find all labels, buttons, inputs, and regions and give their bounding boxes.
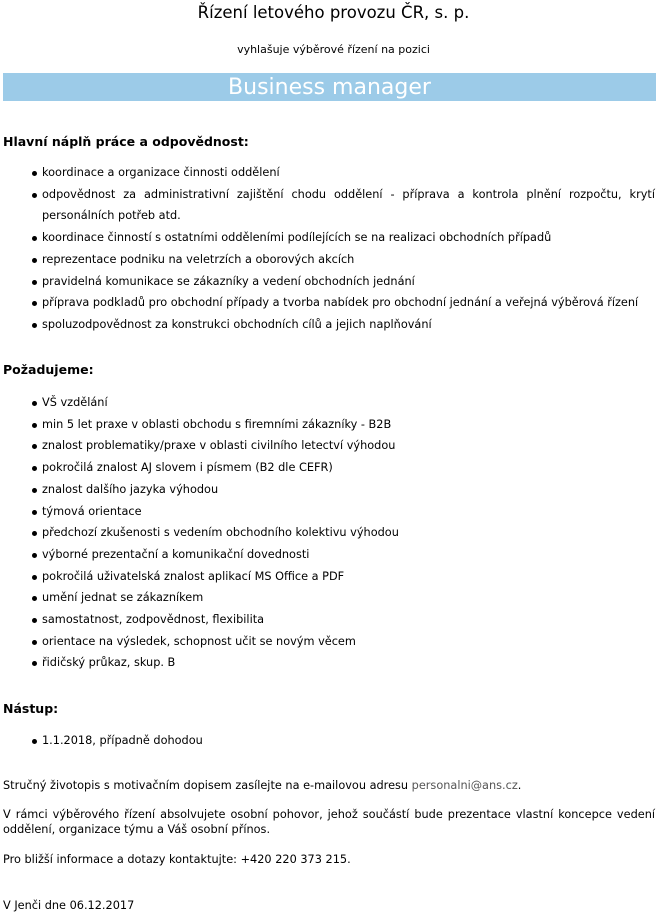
list-item: koordinace činností s ostatními odděleními podílejících se na realizaci obchodních případů xyxy=(0,227,655,249)
list-item: znalost problematiky/praxe v oblasti civilního letectví výhodou xyxy=(0,435,655,457)
list-item: umění jednat se zákazníkem xyxy=(0,587,655,609)
responsibilities-list xyxy=(0,162,655,336)
list-item: řidičský průkaz, skup. B xyxy=(0,652,655,674)
interview-info: V rámci výběrového řízení absolvujete osobní pohovor, jehož součástí bude prezentace vlastní koncepce vedení oddělení, organizace týmu a Váš osobní přínos. xyxy=(3,808,655,836)
list-item: pokročilá uživatelská znalost aplikací MS Office a PDF xyxy=(0,566,655,588)
cv-text-end: . xyxy=(517,779,522,792)
list-item: reprezentace podniku na veletrzích a oborových akcích xyxy=(0,249,655,271)
contact-info: Pro bližší informace a dotazy kontaktujte: +420 220 373 215. xyxy=(3,853,351,866)
posting-subtitle: vyhlašuje výběrové řízení na pozici xyxy=(237,43,430,56)
start-heading: Nástup: xyxy=(3,701,59,716)
list-item: předchozí zkušenosti s vedením obchodního kolektivu výhodou xyxy=(0,522,655,544)
list-item: orientace na výsledek, schopnost učit se novým věcem xyxy=(0,631,655,653)
list-item: znalost dalšího jazyka výhodou xyxy=(0,479,655,501)
requirements-list xyxy=(0,392,655,674)
list-item: 1.1.2018, případně dohodou xyxy=(0,730,655,752)
position-banner: Business manager xyxy=(3,73,656,101)
list-item: pokročilá znalost AJ slovem i písmem (B2 dle CEFR) xyxy=(0,457,655,479)
list-item: týmová orientace xyxy=(0,501,655,523)
list-item: spoluzodpovědnost za konstrukci obchodních cílů a jejich naplňování xyxy=(0,314,655,336)
cv-instructions xyxy=(3,778,655,793)
place-and-date: V Jenči dne 06.12.2017 xyxy=(3,899,135,912)
responsibilities-heading: Hlavní náplň práce a odpovědnost: xyxy=(3,134,249,149)
list-item: odpovědnost za administrativní zajištění chodu oddělení - příprava a kontrola plnění rozpočtu, krytí personálních potřeb atd. xyxy=(0,184,655,227)
list-item: příprava podkladů pro obchodní případy a tvorba nabídek pro obchodní jednání a veřejná výběrová řízení xyxy=(0,292,655,314)
list-item: výborné prezentační a komunikační dovednosti xyxy=(0,544,655,566)
list-item: koordinace a organizace činnosti oddělení xyxy=(0,162,655,184)
requirements-heading: Požadujeme: xyxy=(3,362,94,377)
list-item: samostatnost, zodpovědnost, flexibilita xyxy=(0,609,655,631)
organization-title: Řízení letového provozu ČR, s. p. xyxy=(197,3,470,22)
list-item: VŠ vzdělání xyxy=(0,392,655,414)
email-link[interactable]: personalni@ans.cz xyxy=(411,779,518,792)
list-item: min 5 let praxe v oblasti obchodu s firemními zákazníky - B2B xyxy=(0,414,655,436)
start-list xyxy=(0,730,655,752)
cv-text: Stručný životopis s motivačním dopisem zasílejte na e-mailovou adresu xyxy=(3,779,412,792)
list-item: pravidelná komunikace se zákazníky a vedení obchodních jednání xyxy=(0,271,655,293)
